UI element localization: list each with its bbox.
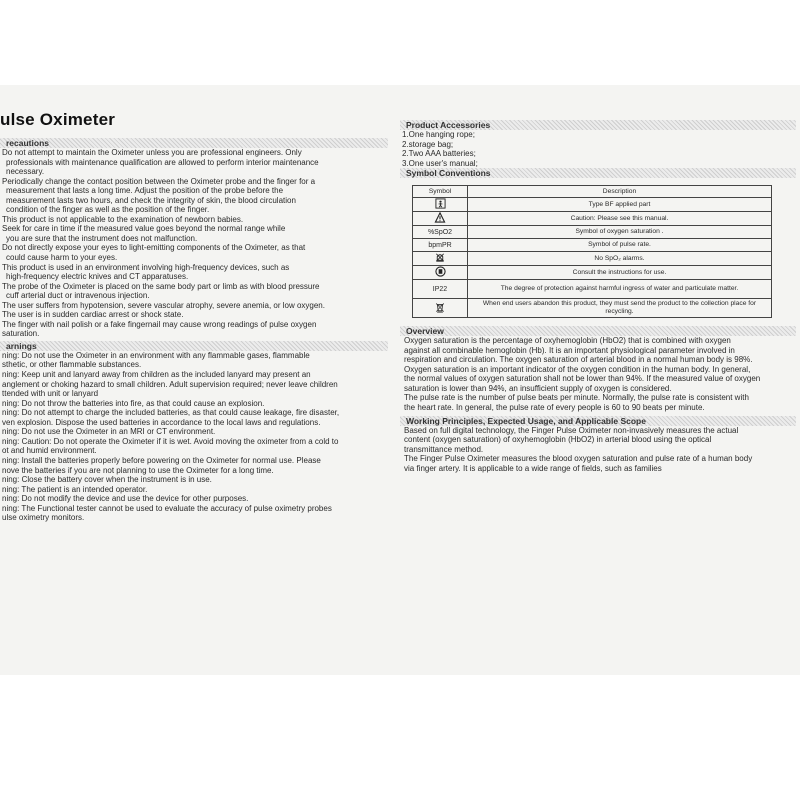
precaution-line: could cause harm to your eyes. — [6, 253, 118, 263]
precaution-line: measurement that lasts a long time. Adjust the position of the probe before the — [6, 186, 284, 196]
warning-line: ning: Keep unit and lanyard away from children as the included lanyard may present an — [2, 370, 311, 380]
working-principles-heading: Working Principles, Expected Usage, and Applicable Scope — [400, 416, 796, 426]
accessory-item: 3.One user's manual; — [402, 158, 478, 168]
precaution-line: Periodically change the contact position between the Oximeter probe and the finger for a — [2, 176, 316, 186]
warning-line: ning: Caution: Do not operate the Oximeter if it is wet. Avoid moving the oximeter from a cold to — [2, 436, 339, 446]
accessory-item: 1.One hanging rope; — [402, 130, 475, 139]
overview-line: saturation is lower than 94%, an insufficient supply of oxygen is considered. — [404, 383, 672, 393]
warning-line: ning: Do not modify the device and use the device for other purposes. — [2, 494, 249, 504]
precautions-heading: recautions — [0, 138, 388, 148]
accessories-list — [400, 130, 796, 168]
precaution-line: measurement lasts two hours, and check the integrity of skin, the blood circulation — [6, 195, 296, 205]
symbol-cell — [413, 299, 468, 318]
type-bf-icon — [434, 198, 446, 209]
symbol-row — [413, 299, 772, 318]
symbol-cell — [413, 266, 468, 280]
overview-line: against all combinable hemoglobin (Hb). It is an important physiological parameter involved in — [404, 345, 735, 355]
warning-line: ning: The patient is an intended operator. — [2, 484, 148, 494]
symbol-row — [413, 198, 772, 212]
symbol-description: No SpO₂ alarms. — [468, 252, 772, 266]
overview-line: respiration and circulation. The oxygen saturation of arterial blood in a normal human body is 98%. — [404, 355, 753, 365]
symbol-row — [413, 239, 772, 252]
accessory-item: 2.Two AAA batteries; — [402, 149, 476, 159]
symbol-description: When end users abandon this product, they must send the product to the collection place for recycling. — [468, 299, 772, 318]
symbol-row — [413, 212, 772, 226]
warning-line: ning: Close the battery cover when the instrument is in use. — [2, 475, 212, 485]
no-alarm-icon — [434, 252, 446, 263]
warning-line: ning: Do not attempt to charge the included batteries, as that could cause leakage, fire disaster, — [2, 408, 340, 418]
warning-line: ning: The Functional tester cannot be used to evaluate the accuracy of pulse oximetry probes — [2, 503, 332, 513]
symbol-table — [412, 185, 772, 318]
warning-line: sthetic, or other flammable substances. — [2, 360, 142, 370]
precaution-line: The probe of the Oximeter is placed on the same body part or limb as with blood pressure — [2, 281, 320, 291]
overview-line: the heart rate. In general, the pulse rate of every people is 60 to 90 beats per minute. — [404, 403, 705, 413]
precaution-line: Do not directly expose your eyes to light-emitting components of the Oximeter, as that — [2, 243, 306, 253]
warning-line: ven explosion. Dispose the used batteries in accordance to the local laws and regulations. — [2, 417, 321, 427]
right-column — [400, 120, 796, 473]
working-principles-line: Based on full digital technology, the Finger Pulse Oximeter non-invasively measures the actual — [404, 425, 739, 435]
precaution-line: Seek for care in time if the measured value goes beyond the normal range while — [2, 224, 286, 234]
warnings-list — [0, 351, 388, 523]
precaution-line: Do not attempt to maintain the Oximeter unless you are professional engineers. Only — [2, 148, 302, 157]
precautions-list — [0, 148, 388, 339]
symbol-row — [413, 252, 772, 266]
overview-line: Oxygen saturation is an important indicator of the oxygen condition in the human body. In general, — [404, 364, 751, 374]
overview-heading: Overview — [400, 326, 796, 336]
symbol-cell — [413, 212, 468, 226]
overview-line: The pulse rate is the number of pulse beats per minute. Normally, the pulse rate is consistent with — [404, 393, 749, 403]
symbol-cell — [413, 280, 468, 299]
symbol-description: Caution: Please see this manual. — [468, 212, 772, 226]
left-column — [0, 138, 388, 523]
symbol-description: The degree of protection against harmful ingress of water and particulate matter. — [468, 280, 772, 299]
symbol-cell — [413, 198, 468, 212]
symbol-cell — [413, 226, 468, 239]
working-principles-line: content (oxygen saturation) of oxyhemoglobin (HbO2) in arterial blood using the optical — [404, 435, 712, 445]
warning-line: ttended with unit or lanyard — [2, 389, 99, 399]
symbol-row — [413, 266, 772, 280]
precaution-line: saturation. — [2, 329, 40, 339]
warning-line: ulse oximetry monitors. — [2, 513, 85, 523]
warning-line: ning: Do not use the Oximeter in an environment with any flammable gases, flammable — [2, 350, 310, 360]
precaution-line: This product is not applicable to the examination of newborn babies. — [2, 214, 244, 224]
warning-line: ning: Do not use the Oximeter in an MRI or CT environment. — [2, 427, 216, 437]
precaution-line: The finger with nail polish or a fake fingernail may cause wrong readings of pulse oxygen — [2, 319, 317, 329]
weee-bin-icon — [434, 302, 446, 313]
precaution-line: condition of the finger as well as the position of the finger. — [6, 205, 210, 215]
symbols-heading: Symbol Conventions — [400, 168, 796, 178]
warning-line: nove the batteries if you are not planning to use the Oximeter for a long time. — [2, 465, 274, 475]
page-title: ulse Oximeter — [0, 110, 116, 129]
warning-line: ot and humid environment. — [2, 446, 97, 456]
precaution-line: The user is in sudden cardiac arrest or shock state. — [2, 310, 184, 320]
working-principles-line: The Finger Pulse Oximeter measures the blood oxygen saturation and pulse rate of a human body — [404, 454, 753, 464]
symbol-text: %SpO2 — [427, 228, 453, 236]
warning-line: anglement or choking hazard to small children. Adult supervision required; never leave children — [2, 379, 338, 389]
working-principles-line: transmittance method. — [404, 444, 484, 454]
working-principles-paragraph — [400, 426, 796, 474]
description-column-header: Description — [468, 186, 772, 198]
symbol-column-header: Symbol — [413, 186, 468, 198]
working-principles-line: via finger artery. It is applicable to a wide range of fields, such as families — [404, 463, 662, 473]
overview-line: the normal values of oxygen saturation shall not be lower than 94%. If the measured value of oxygen — [404, 374, 761, 384]
precaution-line: The user suffers from hypotension, severe vascular atrophy, severe anemia, or low oxygen. — [2, 300, 325, 310]
precaution-line: you are sure that the instrument does not malfunction. — [6, 233, 198, 243]
precaution-line: necessary. — [6, 167, 45, 177]
warning-line: ning: Install the batteries properly before powering on the Oximeter for normal use. Please — [2, 455, 321, 465]
warnings-heading: arnings — [0, 341, 388, 351]
consult-instructions-icon — [434, 266, 446, 277]
symbol-text: IP22 — [432, 285, 448, 293]
symbol-cell — [413, 239, 468, 252]
symbol-cell — [413, 252, 468, 266]
overview-line: Oxygen saturation is the percentage of oxyhemoglobin (HbO2) that is combined with oxygen — [404, 336, 731, 346]
overview-paragraph — [400, 336, 796, 412]
caution-triangle-icon — [434, 212, 446, 223]
symbol-description: Symbol of oxygen saturation . — [468, 226, 772, 239]
precaution-line: professionals with maintenance qualification are allowed to perform interior maintenance — [6, 157, 319, 167]
warning-line: ning: Do not throw the batteries into fire, as that could cause an explosion. — [2, 398, 265, 408]
symbol-row — [413, 280, 772, 299]
accessory-item: 2.storage bag; — [402, 139, 454, 149]
precaution-line: This product is used in an environment involving high-frequency devices, such as — [2, 262, 290, 272]
symbol-description: Type BF applied part — [468, 198, 772, 212]
symbol-text: bpmPR — [428, 241, 452, 249]
accessories-heading: Product Accessories — [400, 120, 796, 130]
precaution-line: high-frequency electric knives and CT apparatuses. — [6, 272, 189, 282]
symbol-description: Consult the instructions for use. — [468, 266, 772, 280]
symbol-description: Symbol of pulse rate. — [468, 239, 772, 252]
precaution-line: cuff arterial duct or intravenous injection. — [6, 291, 150, 301]
symbol-row — [413, 226, 772, 239]
